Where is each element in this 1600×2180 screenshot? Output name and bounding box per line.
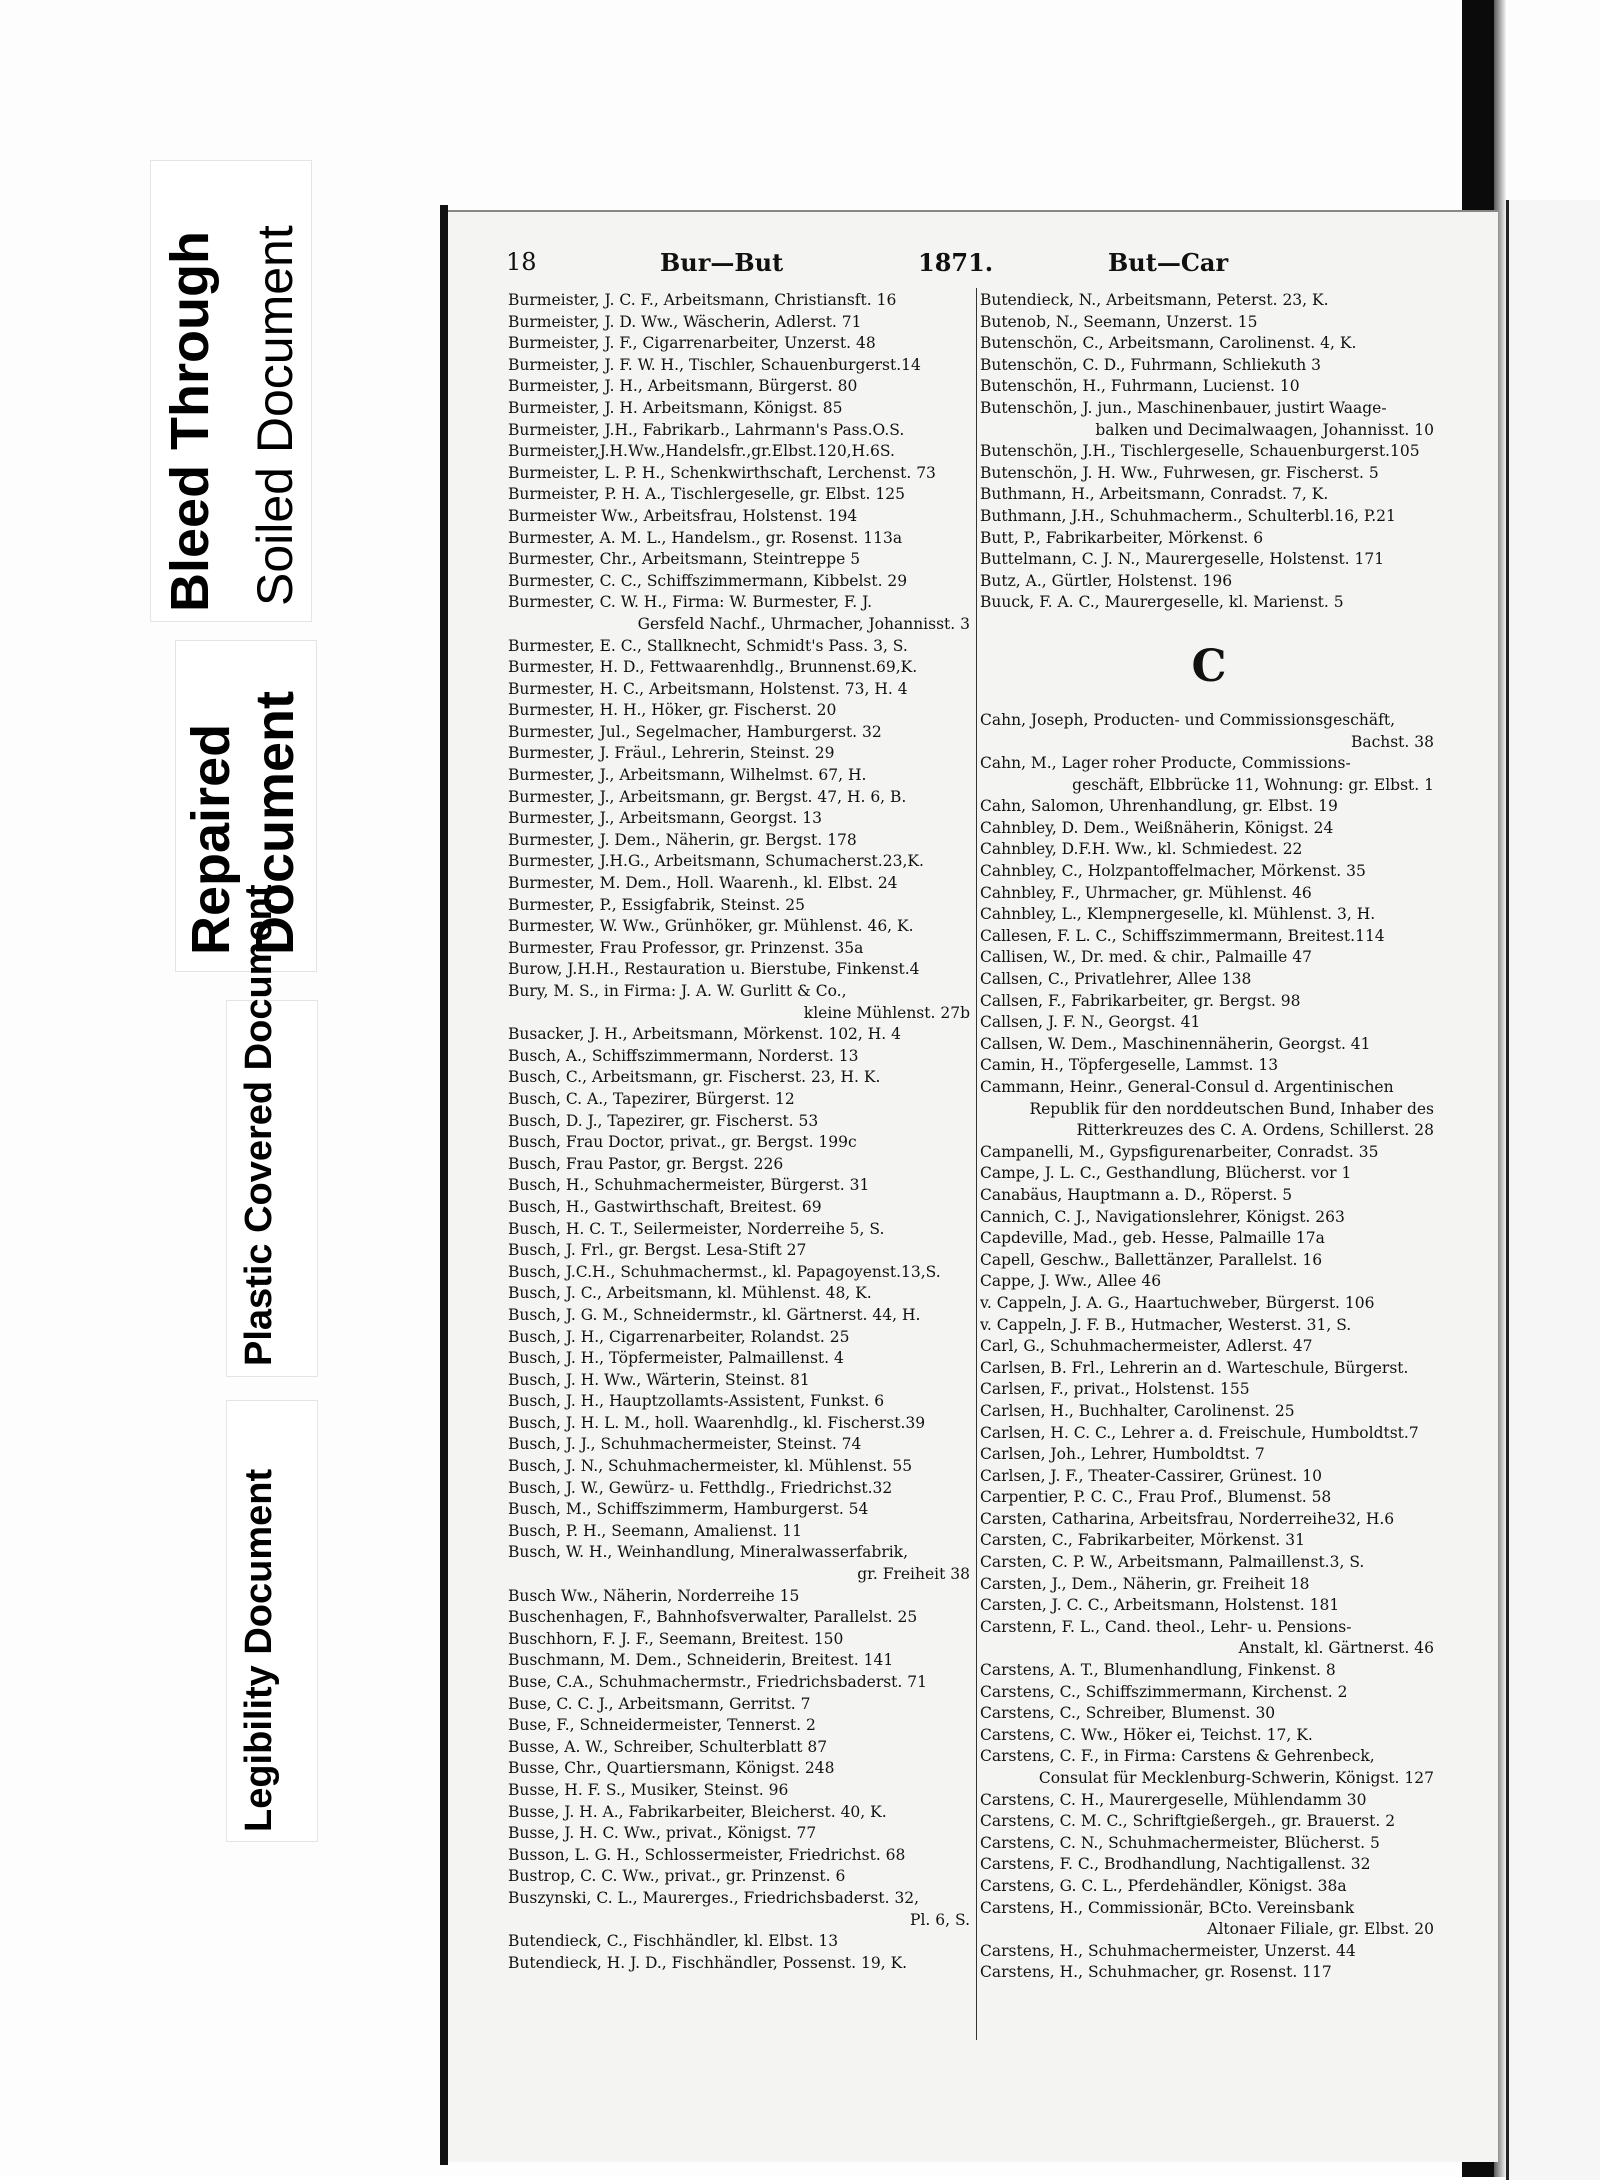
- directory-entry: Callsen, F., Fabrikarbeiter, gr. Bergst. 98: [980, 991, 1301, 1010]
- directory-entry: Busch, H., Schuhmachermeister, Bürgerst. 31: [508, 1176, 870, 1195]
- directory-entry-continuation: Consulat für Mecklenburg-Schwerin, Königst. 127: [1038, 1769, 1434, 1787]
- directory-entry: Burmester, H. H., Höker, gr. Fischerst. 20: [508, 701, 837, 720]
- directory-entry: Butendieck, H. J. D., Fischhändler, Possenst. 19, K.: [508, 1953, 908, 1972]
- directory-entry: Carstenn, F. L., Cand. theol., Lehr- u. Pensions-: [980, 1617, 1352, 1636]
- directory-entry: Cammann, Heinr., General-Consul d. Argentinischen: [980, 1078, 1394, 1096]
- directory-entry: Cahnbley, D.F.H. Ww., kl. Schmiedest. 22: [980, 840, 1303, 859]
- directory-entry: Burmeister, J.H., Fabrikarb., Lahrmann's Pass.O.S.: [508, 420, 905, 439]
- directory-entry: Burmester, Chr., Arbeitsmann, Steintreppe 5: [508, 550, 861, 569]
- directory-entry: Busch, J.C.H., Schuhmachermst., kl. Papagoyenst.13,S.: [508, 1262, 941, 1281]
- directory-entry-continuation: Anstalt, kl. Gärtnerst. 46: [1238, 1639, 1434, 1658]
- directory-entry: v. Cappeln, J. A. G., Haartuchweber, Bürgerst. 106: [980, 1293, 1375, 1312]
- directory-entry: Butendieck, N., Arbeitsmann, Peterst. 23, K.: [980, 291, 1329, 309]
- left-running-head: Bur—But: [660, 248, 784, 277]
- directory-entry: Carsten, J., Dem., Näherin, gr. Freiheit 18: [980, 1574, 1310, 1593]
- directory-entry: Carstens, C. M. C., Schriftgießergeh., gr. Brauerst. 2: [980, 1812, 1396, 1831]
- directory-entry: Busch, J. H. L. M., holl. Waarenhdlg., kl. Fischerst.39: [508, 1413, 926, 1432]
- directory-entry: Buschhorn, F. J. F., Seemann, Breitest. 150: [508, 1629, 844, 1648]
- directory-entry: Burmester, J., Arbeitsmann, gr. Bergst. 47, H. 6, B.: [508, 787, 907, 806]
- directory-entry: Cahn, M., Lager roher Producte, Commissions-: [980, 754, 1351, 773]
- directory-entry-continuation: Altonaer Filiale, gr. Elbst. 20: [1207, 1920, 1434, 1939]
- directory-entry: Butenschön, C., Arbeitsmann, Carolinenst. 4, K.: [980, 334, 1357, 353]
- directory-entry: Bury, M. S., in Firma: J. A. W. Gurlitt & Co.,: [508, 982, 847, 1000]
- directory-entry: Busch, J. C., Arbeitsmann, kl. Mühlenst. 48, K.: [508, 1284, 872, 1303]
- directory-entry: Busse, A. W., Schreiber, Schulterblatt 87: [508, 1737, 828, 1756]
- directory-entry: Busse, J. H. C. Ww., privat., Königst. 77: [508, 1824, 817, 1843]
- directory-entry: Busch, J. N., Schuhmachermeister, kl. Mühlenst. 55: [508, 1457, 913, 1476]
- directory-entry: Burmester, P., Essigfabrik, Steinst. 25: [508, 895, 805, 914]
- directory-entry: Carstens, C. Ww., Höker ei, Teichst. 17, K.: [980, 1725, 1313, 1744]
- directory-entry: Carlsen, H., Buchhalter, Carolinenst. 25: [980, 1401, 1295, 1420]
- directory-entry: Campanelli, M., Gypsfigurenarbeiter, Conradst. 35: [980, 1142, 1379, 1161]
- directory-entry: Busch, D. J., Tapezirer, gr. Fischerst. 53: [508, 1111, 819, 1130]
- directory-entry: Burmester, J. Dem., Näherin, gr. Bergst. 178: [508, 830, 857, 849]
- running-header: [460, 248, 1460, 288]
- directory-entry: Burmester, J., Arbeitsmann, Wilhelmst. 67, H.: [508, 766, 867, 785]
- directory-entry: v. Cappeln, J. F. B., Hutmacher, Westerst. 31, S.: [980, 1315, 1352, 1334]
- directory-entry: Burmester, C. W. H., Firma: W. Burmester, F. J.: [508, 593, 873, 612]
- directory-entry: Butenschön, H., Fuhrmann, Lucienst. 10: [980, 377, 1300, 396]
- directory-entry: Burmester, W. Ww., Grünhöker, gr. Mühlenst. 46, K.: [508, 917, 914, 936]
- directory-entry: Busse, J. H. A., Fabrikarbeiter, Bleicherst. 40, K.: [508, 1802, 887, 1821]
- directory-entry: Carsten, C. P. W., Arbeitsmann, Palmaillenst.3, S.: [980, 1553, 1365, 1572]
- directory-entry: Carstens, A. T., Blumenhandlung, Finkenst. 8: [980, 1661, 1336, 1680]
- directory-entry: Busch, Frau Doctor, privat., gr. Bergst. 199c: [508, 1133, 857, 1152]
- directory-entry: Carsten, Catharina, Arbeitsfrau, Norderreihe32, H.6: [980, 1509, 1395, 1528]
- label-soiled-document: Soiled Document: [247, 225, 303, 606]
- directory-entry: Carstens, H., Schuhmacher, gr. Rosenst. 117: [980, 1963, 1332, 1982]
- directory-entry: Carstens, H., Schuhmachermeister, Unzerst. 44: [980, 1941, 1356, 1960]
- directory-entry: Busch, P. H., Seemann, Amalienst. 11: [508, 1521, 802, 1540]
- directory-entry: Busch, J. J., Schuhmachermeister, Steinst. 74: [508, 1435, 862, 1454]
- directory-entry: Busacker, J. H., Arbeitsmann, Mörkenst. 102, H. 4: [508, 1025, 902, 1044]
- directory-entry: Carstens, C. F., in Firma: Carstens & Gehrenbeck,: [980, 1747, 1375, 1766]
- directory-entry: Buuck, F. A. C., Maurergeselle, kl. Marienst. 5: [980, 593, 1344, 612]
- directory-entry: Busch, C. A., Tapezirer, Bürgerst. 12: [508, 1089, 795, 1108]
- directory-entry: Callisen, W., Dr. med. & chir., Palmaille 47: [980, 948, 1312, 967]
- directory-entry-continuation: balken und Decimalwaagen, Johannisst. 10: [1095, 420, 1434, 439]
- directory-entry: Busse, Chr., Quartiersmann, Königst. 248: [508, 1759, 835, 1778]
- directory-entry: Carpentier, P. C. C., Frau Prof., Blumenst. 58: [980, 1488, 1332, 1507]
- directory-entry: Carstens, H., Commissionär, BCto. Vereinsbank: [980, 1898, 1355, 1917]
- directory-entry: Cahn, Joseph, Producten- und Commissionsgeschäft,: [980, 710, 1395, 729]
- directory-entry-continuation: geschäft, Elbbrücke 11, Wohnung: gr. Elbst. 1: [1072, 775, 1434, 794]
- directory-entry: Butendieck, C., Fischhändler, kl. Elbst. 13: [508, 1932, 839, 1951]
- directory-entry: Busch, J. H., Cigarrenarbeiter, Rolandst. 25: [508, 1327, 850, 1346]
- directory-entry: Burmester, E. C., Stallknecht, Schmidt's Pass. 3, S.: [508, 636, 908, 655]
- directory-entry: Burmeister, J. C. F., Arbeitsmann, Christiansft. 16: [508, 291, 897, 309]
- directory-entry: Carlsen, Joh., Lehrer, Humboldtst. 7: [980, 1445, 1265, 1464]
- directory-entry: Busch Ww., Näherin, Norderreihe 15: [508, 1586, 800, 1605]
- directory-entry: Bustrop, C. C. Ww., privat., gr. Prinzenst. 6: [508, 1867, 846, 1886]
- directory-entry: Butenschön, J. H. Ww., Fuhrwesen, gr. Fischerst. 5: [980, 463, 1379, 482]
- directory-entry: Callesen, F. L. C., Schiffszimmermann, Breitest.114: [980, 926, 1385, 945]
- directory-entry: Carl, G., Schuhmachermeister, Adlerst. 47: [980, 1337, 1313, 1356]
- directory-entry: Campe, J. L. C., Gesthandlung, Blücherst. vor 1: [980, 1164, 1352, 1183]
- right-column-b-entries: [980, 290, 1438, 614]
- directory-entry: Burmeister Ww., Arbeitsfrau, Holstenst. 194: [508, 506, 858, 525]
- directory-entry: Butenschön, J.H., Tischlergeselle, Schauenburgerst.105: [980, 442, 1420, 461]
- directory-entry: Burmeister, L. P. H., Schenkwirthschaft, Lerchenst. 73: [508, 463, 936, 482]
- directory-entry: Burmester, J. Fräul., Lehrerin, Steinst. 29: [508, 744, 835, 763]
- label-repaired: Repaired: [181, 723, 241, 955]
- directory-entry: Busse, H. F. S., Musiker, Steinst. 96: [508, 1780, 789, 1799]
- directory-entry: Capdeville, Mad., geb. Hesse, Palmaille 17a: [980, 1229, 1325, 1248]
- directory-entry: Cappe, J. Ww., Allee 46: [980, 1272, 1162, 1291]
- directory-entry: Busson, L. G. H., Schlossermeister, Friedrichst. 68: [508, 1845, 906, 1864]
- directory-entry: Buse, C. C. J., Arbeitsmann, Gerritst. 7: [508, 1694, 811, 1713]
- directory-entry: Busch, W. H., Weinhandlung, Mineralwasserfabrik,: [508, 1543, 909, 1562]
- directory-entry: Carstens, C. N., Schuhmachermeister, Blücherst. 5: [980, 1833, 1380, 1852]
- section-letter-c: C: [1191, 640, 1227, 692]
- directory-entry: Burmester, M. Dem., Holl. Waarenh., kl. Elbst. 24: [508, 874, 898, 893]
- directory-entry: Busch, J. H. Ww., Wärterin, Steinst. 81: [508, 1370, 810, 1389]
- directory-entry-continuation: Gersfeld Nachf., Uhrmacher, Johannisst. 3: [637, 614, 970, 633]
- page-number: 18: [506, 248, 537, 276]
- directory-entry: Carstens, F. C., Brodhandlung, Nachtigallenst. 32: [980, 1855, 1371, 1874]
- year-heading: 1871.: [918, 248, 994, 277]
- directory-entry: Butenschön, J. jun., Maschinenbauer, justirt Waage-: [980, 398, 1387, 417]
- directory-entry: Canabäus, Hauptmann a. D., Röperst. 5: [980, 1185, 1293, 1204]
- right-column-c-entries: [980, 710, 1438, 1984]
- directory-entry: Carsten, C., Fabrikarbeiter, Mörkenst. 31: [980, 1531, 1306, 1550]
- directory-entry: Burmeister, J. H. Arbeitsmann, Königst. 85: [508, 398, 843, 417]
- directory-entry-continuation: kleine Mühlenst. 27b: [803, 1003, 970, 1022]
- directory-entry: Busch, H. C. T., Seilermeister, Norderreihe 5, S.: [508, 1219, 885, 1238]
- directory-entry: Carstens, G. C. L., Pferdehändler, Königst. 38a: [980, 1876, 1347, 1895]
- directory-entry: Butenschön, C. D., Fuhrmann, Schliekuth 3: [980, 355, 1321, 374]
- directory-entry: Burmester, H. C., Arbeitsmann, Holstenst. 73, H. 4: [508, 679, 908, 698]
- directory-entry: Busch, J. Frl., gr. Bergst. Lesa-Stift 27: [508, 1241, 807, 1260]
- directory-entry: Carstens, C. H., Maurergeselle, Mühlendamm 30: [980, 1790, 1367, 1809]
- directory-entry: Butenob, N., Seemann, Unzerst. 15: [980, 312, 1258, 331]
- directory-entry: Carstens, C., Schreiber, Blumenst. 30: [980, 1704, 1276, 1723]
- directory-entry: Callsen, J. F. N., Georgst. 41: [980, 1013, 1201, 1032]
- label-plastic-covered: Plastic Covered Document: [238, 884, 280, 1366]
- directory-entry: Burmeister, J. D. Ww., Wäscherin, Adlerst. 71: [508, 312, 862, 331]
- directory-entry: Cannich, C. J., Navigationslehrer, Königst. 263: [980, 1207, 1345, 1226]
- directory-entry-continuation: Bachst. 38: [1350, 732, 1434, 751]
- directory-entry: Burmester, A. M. L., Handelsm., gr. Rosenst. 113a: [508, 528, 903, 547]
- directory-entry: Burmeister, J. F., Cigarrenarbeiter, Unzerst. 48: [508, 334, 876, 353]
- right-column: [980, 290, 1438, 1984]
- directory-entry: Cahn, Salomon, Uhrenhandlung, gr. Elbst. 19: [980, 797, 1338, 816]
- directory-entry-continuation: Pl. 6, S.: [910, 1910, 970, 1929]
- directory-entry: Buttelmann, C. J. N., Maurergeselle, Holstenst. 171: [980, 550, 1385, 569]
- directory-entry: Burmeister,J.H.Ww.,Handelsfr.,gr.Elbst.120,H.6S.: [508, 442, 895, 461]
- directory-entry: Burmester, C. C., Schiffszimmermann, Kibbelst. 29: [508, 571, 908, 590]
- directory-entry: Cahnbley, C., Holzpantoffelmacher, Mörkenst. 35: [980, 862, 1366, 881]
- directory-entry: Busch, Frau Pastor, gr. Bergst. 226: [508, 1154, 784, 1173]
- directory-entry: Carlsen, H. C. C., Lehrer a. d. Freischule, Humboldtst.7: [980, 1423, 1419, 1442]
- directory-entry-continuation: gr. Freiheit 38: [857, 1565, 970, 1584]
- left-column: [508, 290, 974, 1974]
- directory-entry: Busch, A., Schiffszimmermann, Norderst. 13: [508, 1046, 859, 1065]
- directory-entry: Buschmann, M. Dem., Schneiderin, Breitest. 141: [508, 1651, 894, 1670]
- directory-entry: Buse, F., Schneidermeister, Tennerst. 2: [508, 1716, 816, 1735]
- directory-entry: Callsen, W. Dem., Maschinennäherin, Georgst. 41: [980, 1034, 1371, 1053]
- directory-entry: Busch, J. H., Hauptzollamts-Assistent, Funkst. 6: [508, 1392, 885, 1411]
- directory-entry: Buschenhagen, F., Bahnhofsverwalter, Parallelst. 25: [508, 1608, 918, 1627]
- directory-entry: Butt, P., Fabrikarbeiter, Mörkenst. 6: [980, 528, 1264, 547]
- directory-entry: Buthmann, J.H., Schuhmacherm., Schulterbl.16, P.21: [980, 506, 1396, 525]
- label-repaired-document: Document: [245, 690, 305, 955]
- directory-entry: Busch, H., Gastwirthschaft, Breitest. 69: [508, 1197, 822, 1216]
- directory-entry: Burmeister, P. H. A., Tischlergeselle, gr. Elbst. 125: [508, 485, 905, 504]
- directory-entry: Busch, J. G. M., Schneidermstr., kl. Gärtnerst. 44, H.: [508, 1305, 921, 1324]
- directory-entry: Burmester, J., Arbeitsmann, Georgst. 13: [508, 809, 822, 828]
- directory-entry: Callsen, C., Privatlehrer, Allee 138: [980, 970, 1252, 989]
- directory-entry: Carstens, C., Schiffszimmermann, Kirchenst. 2: [980, 1682, 1348, 1701]
- directory-entry: Burmeister, J. F. W. H., Tischler, Schauenburgerst.14: [508, 355, 921, 374]
- directory-entry: Carsten, J. C. C., Arbeitsmann, Holstenst. 181: [980, 1596, 1340, 1615]
- directory-entry-continuation: Republik für den norddeutschen Bund, Inhaber des: [1029, 1099, 1434, 1118]
- directory-entry: Cahnbley, L., Klempnergeselle, kl. Mühlenst. 3, H.: [980, 905, 1376, 924]
- next-page-edge: [1506, 200, 1600, 2180]
- directory-entry: Buthmann, H., Arbeitsmann, Conradst. 7, K.: [980, 485, 1329, 504]
- directory-entry: Cahnbley, D. Dem., Weißnäherin, Königst. 24: [980, 818, 1334, 837]
- directory-entry: Burmester, H. D., Fettwaarenhdlg., Brunnenst.69,K.: [508, 658, 918, 677]
- directory-entry: Burow, J.H.H., Restauration u. Bierstube, Finkenst.4: [508, 960, 920, 979]
- column-divider: [976, 288, 977, 2040]
- directory-entry-continuation: Ritterkreuzes des C. A. Ordens, Schillerst. 28: [1076, 1121, 1434, 1140]
- directory-entry: Camin, H., Töpfergeselle, Lammst. 13: [980, 1056, 1279, 1075]
- directory-entry: Burmester, Frau Professor, gr. Prinzenst. 35a: [508, 938, 864, 957]
- label-legibility: Legibility Document: [238, 1468, 280, 1832]
- directory-entry: Buse, C.A., Schuhmachermstr., Friedrichsbaderst. 71: [508, 1673, 927, 1691]
- directory-entry: Busch, M., Schiffszimmerm, Hamburgerst. 54: [508, 1500, 869, 1519]
- directory-entry: Burmester, J.H.G., Arbeitsmann, Schumacherst.23,K.: [508, 852, 924, 871]
- label-bleed-through: Bleed Through: [160, 231, 220, 612]
- directory-entry: Capell, Geschw., Ballettänzer, Parallelst. 16: [980, 1250, 1323, 1269]
- page-left-edge: [440, 205, 448, 2165]
- directory-entry: Butz, A., Gürtler, Holstenst. 196: [980, 571, 1233, 590]
- directory-entry: Busch, J. W., Gewürz- u. Fetthdlg., Friedrichst.32: [508, 1478, 893, 1497]
- directory-entry: Burmester, Jul., Segelmacher, Hamburgerst. 32: [508, 722, 882, 741]
- directory-entry: Buszynski, C. L., Maurerges., Friedrichsbaderst. 32,: [508, 1888, 920, 1907]
- directory-entry: Cahnbley, F., Uhrmacher, gr. Mühlenst. 46: [980, 883, 1312, 902]
- directory-entry: Carlsen, B. Frl., Lehrerin an d. Warteschule, Bürgerst.: [980, 1358, 1409, 1377]
- directory-entry: Carlsen, J. F., Theater-Cassirer, Grünest. 10: [980, 1466, 1322, 1485]
- directory-entry: Carlsen, F., privat., Holstenst. 155: [980, 1380, 1250, 1399]
- directory-entry: Busch, J. H., Töpfermeister, Palmaillenst. 4: [508, 1349, 844, 1368]
- right-running-head: But—Car: [1108, 248, 1229, 277]
- directory-entry: Busch, C., Arbeitsmann, gr. Fischerst. 23, H. K.: [508, 1068, 881, 1087]
- directory-entry: Burmeister, J. H., Arbeitsmann, Bürgerst. 80: [508, 377, 858, 396]
